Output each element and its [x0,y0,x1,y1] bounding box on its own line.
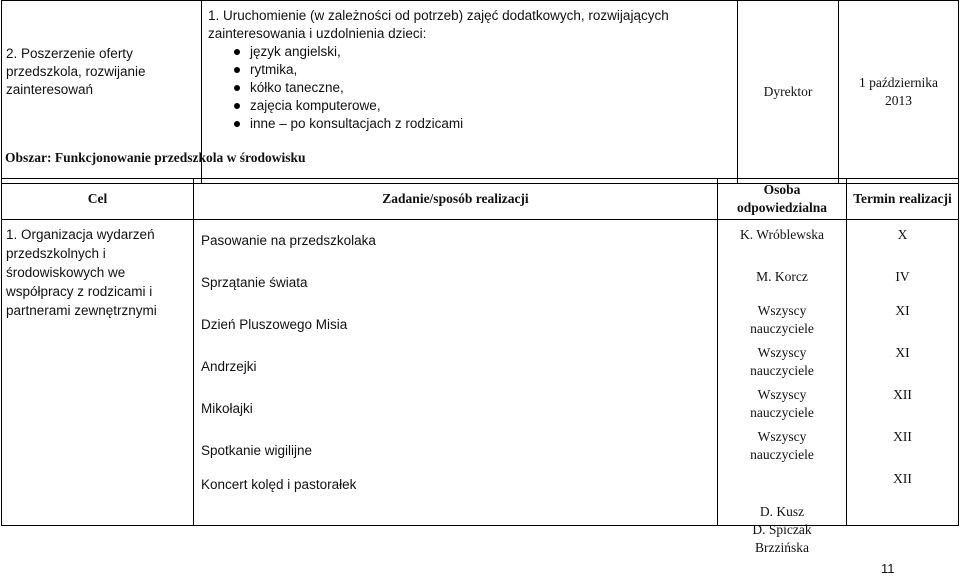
task-item: Mikołajki [201,401,253,416]
table-row [2,220,959,526]
task-title: 1. Uruchomienie (w zależności od potrzeb) zajęć dodatkowych, rozwijających zainteresowania i uzdolnienia dzieci: [208,8,669,41]
responsible-line: nauczyciele [750,405,814,420]
deadline-item: XII [893,387,912,402]
header-deadline: Termin realizacji [847,179,959,220]
responsible-line: Brzzińska [755,540,809,555]
responsible-line: Wszyscy [757,345,807,360]
deadline-item: XI [895,303,910,318]
header-goal: Cel [2,179,194,220]
goal-text: 2. Poszerzenie oferty przedszkola, rozwijanie zainteresowań [6,46,146,97]
responsible-line: Wszyscy [757,387,807,402]
responsible-item [718,226,846,244]
list-item: język angielski, [234,43,731,61]
task-item: Koncert kolęd i pastorałek [201,477,357,492]
header-task: Zadanie/sposób realizacji [194,179,718,220]
goal-body-cell [2,220,194,526]
task-item: Dzień Pluszowego Misia [201,317,348,332]
responsible-cell [738,1,839,184]
tasks-cell [194,220,718,526]
responsible-item [718,386,846,422]
deadline-body-cell [847,220,959,526]
responsible-line: K. Wróblewska [740,227,824,242]
header-responsible [718,179,847,220]
responsible-item [718,268,846,286]
list-item: zajęcia komputerowe, [234,97,731,115]
task-item: Andrzejki [201,359,257,374]
responsible-line: nauczyciele [750,363,814,378]
deadline-line1: 1 października [858,75,939,90]
responsible-item [718,302,846,338]
responsible-item [718,428,846,464]
header-responsible-line2: odpowiedzialna [736,200,828,215]
responsible-body-cell [718,220,847,555]
deadline-item: IV [895,269,910,284]
responsible-item [718,503,846,557]
deadline-item: XI [895,345,910,360]
task-item: Pasowanie na przedszkolaka [201,233,376,248]
responsible-line: Wszyscy [757,429,807,444]
deadline-item: XII [893,471,912,486]
deadline-cell [839,1,959,184]
events-table [1,178,959,555]
page-number: 11 [881,561,895,576]
responsible-line: D. Spiczak [752,522,812,537]
responsible-line: Wszyscy [757,303,807,318]
list-item: kółko taneczne, [234,79,731,97]
deadline-line2: 2013 [885,93,912,108]
responsible-text: Dyrektor [763,84,813,99]
task-item: Spotkanie wigilijne [201,443,313,458]
deadline-item: XII [893,429,912,444]
list-item: inne – po konsultacjach z rodzicami [234,115,731,133]
area-heading: Obszar: Funkcjonowanie przedszkola w środowisku [5,150,306,165]
table-header-row [2,179,959,220]
responsible-line: D. Kusz [759,504,805,519]
deadline-item: X [897,227,908,242]
responsible-line: nauczyciele [750,447,814,462]
responsible-line: nauczyciele [750,321,814,336]
task-item: Sprzątanie świata [201,275,308,290]
responsible-line: M. Korcz [756,269,808,284]
header-responsible-line1: Osoba [763,182,801,197]
goal-body-text: 1. Organizacja wydarzeń przedszkolnych i środowiskowych we współpracy z rodzicami i partnerami zewnętrznymi [6,227,157,318]
activities-list [208,43,731,133]
list-item: rytmika, [234,61,731,79]
responsible-item [718,344,846,380]
